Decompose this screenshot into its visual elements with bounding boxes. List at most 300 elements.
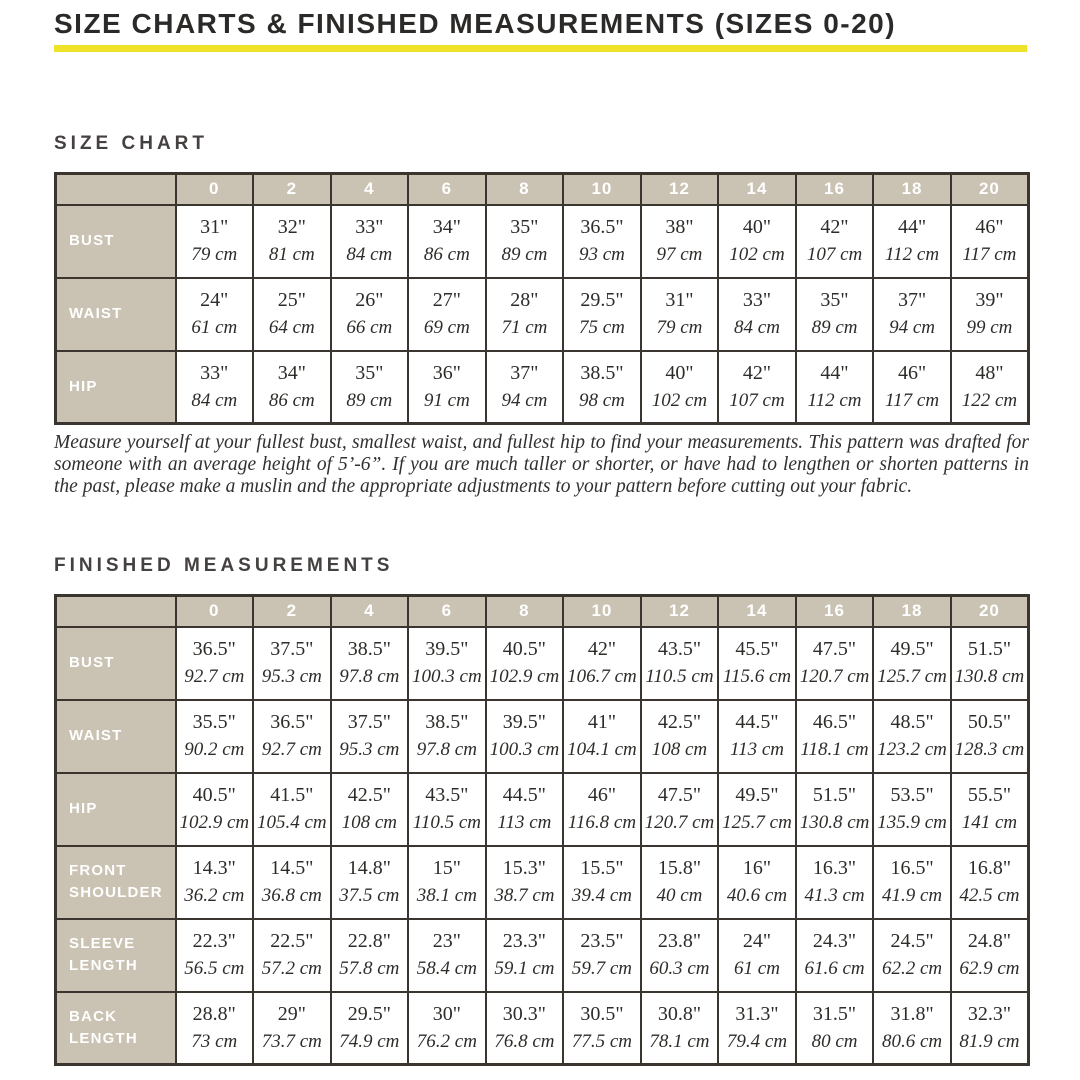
value-inches: 39.5" [425, 638, 469, 661]
row-label: BACK LENGTH [56, 992, 176, 1065]
measurement-cell [641, 773, 719, 846]
value-cm: 79 cm [191, 244, 238, 266]
measurement-cell [796, 700, 874, 773]
measurement-cell [873, 919, 951, 992]
value-inches: 42" [587, 638, 616, 661]
measurement-cell [718, 992, 796, 1065]
value-inches: 16" [742, 857, 772, 880]
value-inches: 36" [432, 361, 461, 384]
value-inches: 15.5" [580, 857, 624, 880]
value-cm: 92.7 cm [261, 739, 322, 761]
value-cm: 77.5 cm [571, 1030, 632, 1052]
value-inches: 30" [432, 1002, 461, 1025]
value-cm: 80 cm [811, 1030, 858, 1052]
value-cm: 86 cm [423, 244, 470, 266]
table-row [56, 278, 1029, 351]
value-inches: 31" [665, 289, 694, 312]
value-cm: 106.7 cm [567, 666, 637, 688]
measurement-cell [408, 351, 486, 424]
value-inches: 44" [820, 361, 849, 384]
value-cm: 73.7 cm [261, 1030, 322, 1052]
measurement-cell [873, 627, 951, 700]
measurement-cell [796, 919, 874, 992]
value-cm: 95.3 cm [261, 666, 322, 688]
value-inches: 44.5" [735, 711, 779, 734]
measurement-cell [641, 205, 719, 278]
value-cm: 71 cm [501, 317, 548, 339]
measurement-cell [873, 351, 951, 424]
measurement-cell [641, 278, 719, 351]
value-cm: 102.9 cm [179, 812, 250, 834]
measurement-cell [486, 773, 564, 846]
value-cm: 97 cm [656, 244, 703, 266]
measurement-cell [718, 351, 796, 424]
value-cm: 89 cm [811, 317, 858, 339]
value-inches: 30.3" [502, 1002, 546, 1025]
size-chart-heading: SIZE CHART [54, 133, 208, 154]
measurement-cell [176, 278, 254, 351]
value-cm: 105.4 cm [256, 812, 327, 834]
value-cm: 107 cm [806, 244, 863, 266]
value-cm: 100.3 cm [489, 739, 560, 761]
value-inches: 41" [587, 711, 616, 734]
measurement-cell [253, 773, 331, 846]
finished-measurements-table [54, 594, 1030, 1066]
value-inches: 22.5" [270, 930, 314, 953]
measurement-cell [951, 351, 1029, 424]
size-column-header: 18 [873, 596, 951, 627]
value-cm: 100.3 cm [412, 666, 482, 688]
measurement-cell [176, 627, 254, 700]
value-cm: 89 cm [346, 389, 393, 411]
measurement-cell [796, 992, 874, 1065]
value-inches: 14.5" [270, 857, 314, 880]
value-inches: 43.5" [657, 638, 702, 661]
measurement-cell [253, 351, 331, 424]
value-cm: 92.7 cm [184, 666, 245, 688]
value-cm: 62.9 cm [959, 958, 1020, 980]
value-cm: 41.3 cm [804, 885, 865, 907]
value-cm: 113 cm [729, 739, 784, 761]
size-chart-table [54, 172, 1030, 425]
value-cm: 36.2 cm [184, 885, 245, 907]
value-inches: 38.5" [580, 361, 624, 384]
value-inches: 51.5" [967, 638, 1011, 661]
row-label: BUST [56, 205, 176, 278]
value-cm: 102.9 cm [489, 666, 560, 688]
value-cm: 59.1 cm [494, 958, 555, 980]
value-cm: 97.8 cm [339, 666, 400, 688]
value-cm: 125.7 cm [877, 666, 947, 688]
table-row [56, 992, 1029, 1065]
measurement-cell [331, 773, 409, 846]
value-cm: 64 cm [268, 317, 315, 339]
value-cm: 40.6 cm [726, 885, 788, 907]
measurement-cell [486, 205, 564, 278]
value-inches: 42.5" [347, 784, 391, 807]
value-cm: 102 cm [729, 244, 785, 266]
measurement-cell [951, 627, 1029, 700]
value-cm: 117 cm [885, 389, 940, 411]
measurement-cell [873, 205, 951, 278]
measurement-cell [951, 992, 1029, 1065]
measurement-cell [408, 919, 486, 992]
value-inches: 32.3" [967, 1002, 1011, 1025]
value-inches: 23" [432, 930, 461, 953]
value-cm: 86 cm [268, 389, 315, 411]
measurement-cell [563, 700, 641, 773]
value-cm: 40 cm [656, 885, 703, 907]
row-label: FRONT SHOULDER [56, 846, 176, 919]
measurement-cell [641, 351, 719, 424]
value-cm: 57.8 cm [339, 958, 400, 980]
value-inches: 37.5" [270, 638, 314, 661]
value-cm: 104.1 cm [567, 739, 637, 761]
size-column-header: 2 [253, 596, 331, 627]
size-column-header: 16 [796, 174, 874, 205]
measurement-cell [563, 627, 641, 700]
value-inches: 45.5" [735, 638, 779, 661]
value-cm: 112 cm [807, 389, 862, 411]
value-inches: 33" [200, 361, 229, 384]
measurement-cell [718, 773, 796, 846]
value-cm: 120.7 cm [799, 666, 870, 688]
measurement-cell [563, 919, 641, 992]
value-inches: 35" [510, 216, 539, 239]
value-inches: 53.5" [890, 784, 934, 807]
value-inches: 42.5" [657, 711, 702, 734]
table-row [56, 919, 1029, 992]
value-cm: 56.5 cm [184, 958, 245, 980]
value-cm: 61 cm [191, 317, 238, 339]
value-inches: 42" [820, 216, 849, 239]
value-cm: 84 cm [346, 244, 393, 266]
size-header-row [56, 174, 1029, 205]
size-header [56, 174, 1029, 205]
table-row [56, 846, 1029, 919]
value-cm: 128.3 cm [954, 739, 1025, 761]
value-cm: 76.8 cm [494, 1030, 555, 1052]
value-cm: 61.6 cm [804, 958, 865, 980]
value-cm: 94 cm [501, 389, 548, 411]
size-column-header: 10 [563, 174, 641, 205]
value-cm: 102 cm [651, 389, 708, 411]
value-inches: 36.5" [270, 711, 314, 734]
value-cm: 99 cm [966, 317, 1013, 339]
value-cm: 97.8 cm [416, 739, 477, 761]
measurement-cell [331, 919, 409, 992]
value-cm: 130.8 cm [954, 666, 1025, 688]
value-inches: 25" [277, 289, 306, 312]
value-inches: 14.3" [192, 857, 236, 880]
value-inches: 40" [742, 216, 772, 239]
measurement-cell [331, 700, 409, 773]
value-cm: 94 cm [889, 317, 935, 339]
title-underline-rule [54, 45, 1027, 52]
size-column-header: 6 [408, 596, 486, 627]
measurement-cell [873, 700, 951, 773]
value-inches: 14.8" [347, 857, 391, 880]
measurement-rows [56, 205, 1029, 424]
value-inches: 40.5" [192, 784, 236, 807]
size-column-header: 20 [951, 174, 1029, 205]
measurement-cell [951, 278, 1029, 351]
value-cm: 69 cm [423, 317, 470, 339]
size-column-header: 12 [641, 596, 719, 627]
value-inches: 36.5" [580, 216, 624, 239]
corner-cell [56, 596, 176, 627]
measurement-cell [563, 351, 641, 424]
value-cm: 91 cm [423, 389, 470, 411]
value-cm: 61 cm [734, 958, 780, 980]
measurement-cell [873, 278, 951, 351]
value-cm: 110.5 cm [645, 666, 714, 688]
value-inches: 50.5" [967, 711, 1011, 734]
value-inches: 37.5" [347, 711, 391, 734]
size-column-header: 16 [796, 596, 874, 627]
measurement-cell [641, 919, 719, 992]
value-inches: 46" [975, 216, 1004, 239]
measurement-cell [718, 700, 796, 773]
measurement-cell [718, 278, 796, 351]
measurement-cell [951, 700, 1029, 773]
value-inches: 23.3" [502, 930, 546, 953]
value-inches: 24.5" [890, 930, 934, 953]
size-column-header: 20 [951, 596, 1029, 627]
value-cm: 38.7 cm [494, 885, 555, 907]
measurement-cell [176, 773, 254, 846]
value-inches: 39" [975, 289, 1004, 312]
measurement-cell [408, 992, 486, 1065]
measurement-cell [408, 846, 486, 919]
size-column-header: 8 [486, 596, 564, 627]
measurement-cell [331, 992, 409, 1065]
value-inches: 30.8" [657, 1002, 702, 1025]
measurement-cell [253, 278, 331, 351]
value-inches: 55.5" [967, 784, 1011, 807]
value-inches: 28" [510, 289, 539, 312]
value-inches: 48" [975, 361, 1004, 384]
value-inches: 24.8" [967, 930, 1011, 953]
size-column-header: 4 [331, 174, 409, 205]
value-inches: 31.8" [890, 1002, 934, 1025]
measurement-cell [641, 627, 719, 700]
value-cm: 123.2 cm [877, 739, 947, 761]
value-cm: 76.2 cm [416, 1030, 477, 1052]
value-inches: 33" [355, 216, 384, 239]
value-inches: 29" [277, 1002, 306, 1025]
value-inches: 35" [355, 361, 384, 384]
value-cm: 38.1 cm [416, 885, 477, 907]
measurement-cell [951, 205, 1029, 278]
measurement-cell [486, 351, 564, 424]
value-inches: 28.8" [192, 1002, 236, 1025]
value-inches: 31.5" [812, 1002, 857, 1025]
size-column-header: 2 [253, 174, 331, 205]
value-cm: 112 cm [885, 244, 940, 266]
value-cm: 37.5 cm [339, 885, 400, 907]
measurement-cell [331, 351, 409, 424]
value-inches: 48.5" [890, 711, 934, 734]
measuring-note: Measure yourself at your fullest bust, smallest waist, and fullest hip to find your measurements. This pattern was drafted for someone with an average height of 5’-6”. If you are much taller or shorter, or have had to lengthen or shorten patterns in the past, please make a muslin and the appropriate adjustments to your pattern before cutting out your fabric. [54, 432, 1029, 497]
measurement-cell [176, 919, 254, 992]
value-cm: 84 cm [191, 389, 238, 411]
value-inches: 15" [432, 857, 461, 880]
measurement-cell [718, 919, 796, 992]
size-column-header: 18 [873, 174, 951, 205]
measurement-cell [718, 846, 796, 919]
finished-measurements-section [54, 555, 1028, 1066]
value-cm: 135.9 cm [877, 812, 947, 834]
value-inches: 44" [897, 216, 927, 239]
measurement-cell [486, 992, 564, 1065]
size-chart-section [54, 133, 1028, 498]
value-inches: 51.5" [812, 784, 857, 807]
table-row [56, 205, 1029, 278]
measurement-cell [486, 919, 564, 992]
value-cm: 130.8 cm [799, 812, 870, 834]
value-inches: 29.5" [580, 289, 624, 312]
measurement-cell [408, 278, 486, 351]
value-cm: 141 cm [961, 812, 1018, 834]
value-inches: 24" [742, 930, 772, 953]
value-inches: 38.5" [347, 638, 391, 661]
value-inches: 42" [742, 361, 772, 384]
value-cm: 58.4 cm [416, 958, 477, 980]
value-inches: 36.5" [192, 638, 236, 661]
value-cm: 79.4 cm [726, 1030, 788, 1052]
value-cm: 113 cm [497, 812, 552, 834]
value-inches: 37" [510, 361, 539, 384]
value-inches: 47.5" [657, 784, 702, 807]
value-inches: 16.5" [890, 857, 934, 880]
value-cm: 110.5 cm [412, 812, 481, 834]
finished-measurements-heading: FINISHED MEASUREMENTS [54, 555, 394, 576]
measurement-cell [408, 205, 486, 278]
value-inches: 24.3" [812, 930, 857, 953]
size-column-header: 12 [641, 174, 719, 205]
value-inches: 22.3" [192, 930, 236, 953]
value-inches: 46.5" [812, 711, 857, 734]
value-inches: 22.8" [347, 930, 391, 953]
corner-cell [56, 174, 176, 205]
measurement-cell [563, 846, 641, 919]
value-cm: 125.7 cm [722, 812, 792, 834]
measurement-cell [176, 351, 254, 424]
value-inches: 38.5" [425, 711, 469, 734]
measurement-cell [718, 205, 796, 278]
value-cm: 80.6 cm [881, 1030, 943, 1052]
value-cm: 74.9 cm [339, 1030, 400, 1052]
value-inches: 34" [432, 216, 461, 239]
measurement-cell [331, 278, 409, 351]
value-cm: 93 cm [578, 244, 625, 266]
page-title: SIZE CHARTS & FINISHED MEASUREMENTS (SIZES 0-20) [54, 8, 897, 39]
value-cm: 122 cm [961, 389, 1018, 411]
measurement-cell [486, 278, 564, 351]
value-cm: 107 cm [729, 389, 785, 411]
measurement-cell [873, 846, 951, 919]
value-inches: 40.5" [502, 638, 546, 661]
measurement-cell [873, 773, 951, 846]
value-inches: 46" [897, 361, 927, 384]
value-cm: 79 cm [656, 317, 703, 339]
size-header [56, 596, 1029, 627]
measurement-cell [408, 700, 486, 773]
size-column-header: 0 [176, 596, 254, 627]
measurement-cell [873, 992, 951, 1065]
measurement-cell [253, 846, 331, 919]
value-cm: 59.7 cm [571, 958, 632, 980]
value-inches: 29.5" [347, 1002, 391, 1025]
value-cm: 108 cm [651, 739, 708, 761]
value-inches: 15.8" [657, 857, 702, 880]
measurement-cell [253, 919, 331, 992]
row-label: BUST [56, 627, 176, 700]
value-cm: 81.9 cm [959, 1030, 1020, 1052]
measurement-cell [796, 773, 874, 846]
measurement-cell [176, 205, 254, 278]
value-inches: 47.5" [812, 638, 857, 661]
value-inches: 30.5" [580, 1002, 624, 1025]
value-cm: 108 cm [341, 812, 398, 834]
measurement-cell [951, 773, 1029, 846]
value-cm: 98 cm [578, 389, 625, 411]
value-cm: 73 cm [191, 1030, 238, 1052]
value-inches: 49.5" [735, 784, 779, 807]
measurement-cell [718, 627, 796, 700]
value-cm: 62.2 cm [881, 958, 943, 980]
value-inches: 16.3" [812, 857, 857, 880]
value-inches: 40" [665, 361, 694, 384]
value-inches: 31.3" [735, 1002, 779, 1025]
measurement-cell [641, 846, 719, 919]
measurement-cell [563, 773, 641, 846]
value-inches: 27" [432, 289, 461, 312]
value-cm: 118.1 cm [800, 739, 869, 761]
value-cm: 60.3 cm [649, 958, 710, 980]
measurement-cell [486, 627, 564, 700]
measurement-rows [56, 627, 1029, 1065]
value-cm: 89 cm [501, 244, 548, 266]
value-inches: 32" [277, 216, 306, 239]
value-inches: 35.5" [192, 711, 236, 734]
value-inches: 37" [897, 289, 927, 312]
value-inches: 24" [200, 289, 229, 312]
measurement-cell [331, 846, 409, 919]
value-cm: 36.8 cm [261, 885, 322, 907]
value-inches: 35" [820, 289, 849, 312]
measurement-cell [408, 773, 486, 846]
value-inches: 31" [200, 216, 229, 239]
value-inches: 49.5" [890, 638, 934, 661]
table-row [56, 700, 1029, 773]
row-label: WAIST [56, 700, 176, 773]
value-cm: 115.6 cm [722, 666, 792, 688]
measurement-cell [563, 992, 641, 1065]
measurement-cell [176, 700, 254, 773]
row-label: HIP [56, 773, 176, 846]
measurement-cell [951, 919, 1029, 992]
value-cm: 120.7 cm [644, 812, 715, 834]
value-inches: 38" [665, 216, 694, 239]
value-cm: 66 cm [346, 317, 393, 339]
value-cm: 78.1 cm [649, 1030, 710, 1052]
value-inches: 23.5" [580, 930, 624, 953]
value-cm: 95.3 cm [339, 739, 400, 761]
value-cm: 57.2 cm [261, 958, 322, 980]
measurement-cell [951, 846, 1029, 919]
